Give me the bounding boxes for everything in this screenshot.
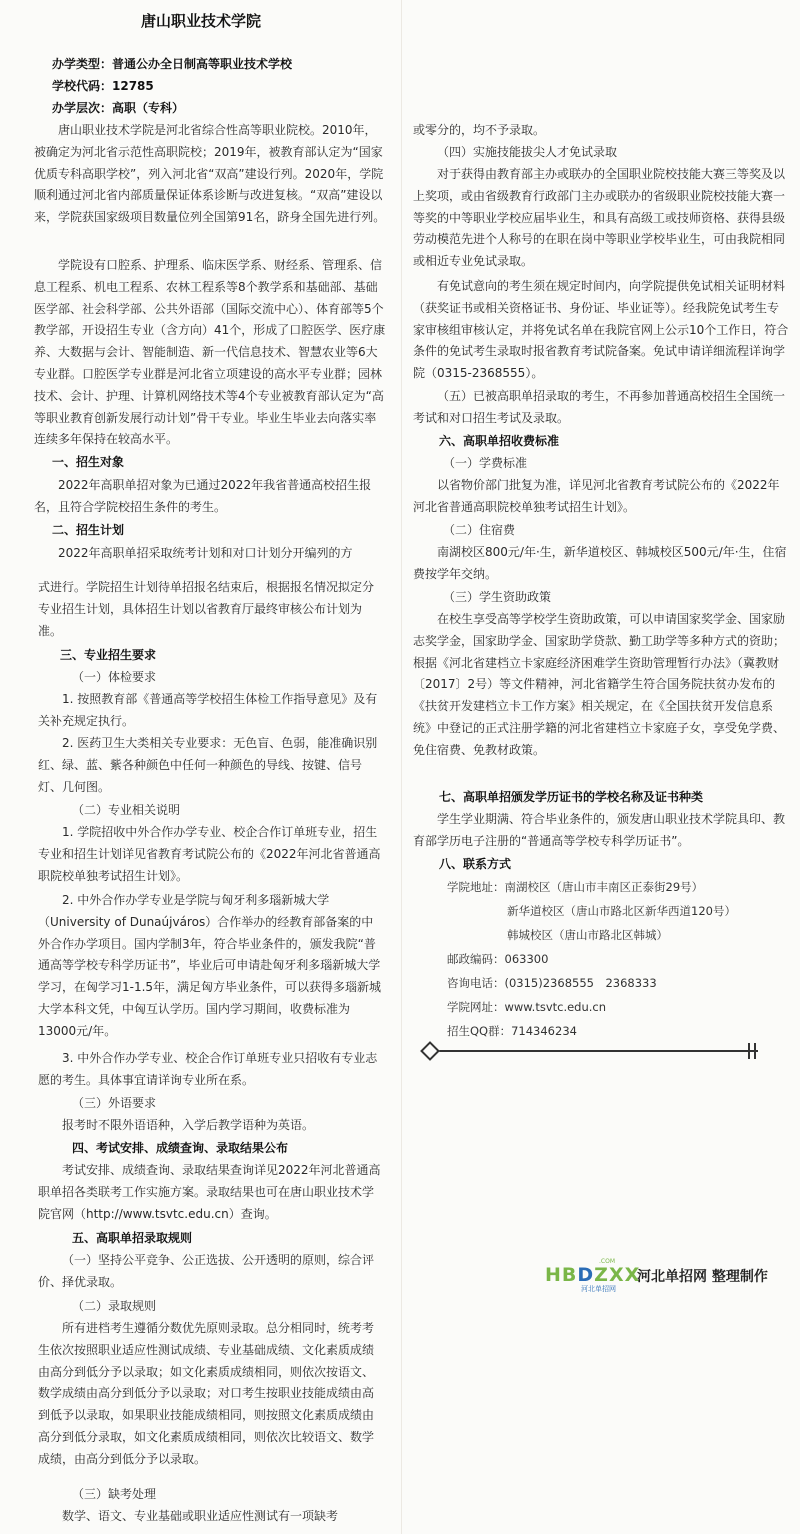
section-3-2-heading: （二）专业相关说明 bbox=[72, 803, 181, 817]
section-1-text: 2022年高职单招对象为已通过2022年我省普通高校招生报名，且符合学院校招生条件的考生。 bbox=[34, 478, 372, 514]
section-6-3-text: 在校生享受高等学校学生资助政策，可以申请国家奖学金、国家励志奖学金，国家助学金、国家助学贷款、勤工助学等多种方式的资助；根据《河北省建档立卡家庭经济困难学生资助管理暂行办法》（冀教财〔2017〕2号）等文件精神，河北省籍学生符合国务院扶贫办发布的《扶贫开发建档立卡工作方案》相关规定，在《全国扶贫开发信息系统》中登记的正式注册学籍的河北省建档立卡家庭子女，享受免学费、免住宿费、免教材政策。 bbox=[413, 612, 786, 757]
section-6-heading: 六、高职单招收费标准 bbox=[439, 434, 560, 448]
section-3-2-text-c: 3. 中外合作办学专业、校企合作订单班专业只招收有专业志愿的考生。具体事宜请详询专业所在系。 bbox=[38, 1051, 378, 1087]
section-7-text: 学生学业期满、符合毕业条件的，颁发唐山职业技术学院具印、教育部学历电子注册的“普通高等学校专科学历证书”。 bbox=[413, 812, 786, 848]
contact-zip: 邮政编码：063300 bbox=[447, 952, 549, 966]
section-5-heading: 五、高职单招录取规则 bbox=[72, 1231, 193, 1245]
section-5-2-heading: （二）录取规则 bbox=[72, 1299, 157, 1313]
section-6-1-text: 以省物价部门批复为准，详见河北省教育考试院公布的《2022年河北省普通高职院校单独考试招生计划》。 bbox=[413, 478, 780, 514]
end-rule bbox=[428, 1050, 758, 1052]
intro-paragraph-2: 学院设有口腔系、护理系、临床医学系、财经系、管理系、信息工程系、机电工程系、农林工程系等8个教学系和基础部、基础医学部、社会科学部、公共外语部（国际交流中心）、体育部等5个教学部，开设招生专业（含方向）41个，形成了口腔医学、医疗康养、大数据与会计、智能制造、新一代信息技术、智慧农业等6大专业群。口腔医学专业群是河北省立项建设的高水平专业群；园林技术、会计、护理、计算机网络技术等4个专业被教育部认定为“高等职业教育创新发展行动计划”骨干专业。毕业生毕业去向落实率连续多年保持在较高水平。 bbox=[34, 258, 386, 447]
section-8-heading: 八、联系方式 bbox=[439, 857, 512, 871]
end-bar-icon bbox=[748, 1043, 750, 1059]
section-2-text-b: 式进行。学院招生计划待单招报名结束后，根据报名情况拟定分专业招生计划，具体招生计划以省教育厅最终审核公布计划为准。 bbox=[38, 580, 375, 638]
school-code: 学校代码：12785 bbox=[52, 79, 154, 93]
section-5-3-heading: （三）缺考处理 bbox=[72, 1487, 157, 1501]
section-2-text-a: 2022年高职单招采取统考计划和对口计划分开编列的方 bbox=[58, 546, 353, 560]
end-bar-icon bbox=[754, 1043, 756, 1059]
section-3-1-text-a: 1. 按照教育部《普通高等学校招生体检工作指导意见》及有关补充规定执行。 bbox=[38, 692, 378, 728]
logo-mark: HBDZXX bbox=[545, 1264, 641, 1286]
section-5-5-text: （五）已被高职单招录取的考生，不再参加普通高校招生全国统一考试和对口招生考试及录取。 bbox=[413, 389, 786, 425]
section-1-heading: 一、招生对象 bbox=[52, 455, 125, 469]
watermark-logo: HBDZXX .COM 河北单招网 河北单招网 整理制作 bbox=[545, 1258, 768, 1293]
section-3-2-text-a: 1. 学院招收中外合作办学专业、校企合作订单班专业，招生专业和招生计划详见省教育考试院公布的《2022年河北省普通高职院校单独考试招生计划》。 bbox=[38, 825, 381, 883]
section-6-1-heading: （一）学费标准 bbox=[443, 456, 528, 470]
section-3-3-heading: （三）外语要求 bbox=[72, 1096, 157, 1110]
section-4-heading: 四、考试安排、成绩查询、录取结果公布 bbox=[72, 1141, 289, 1155]
section-6-2-text: 南湖校区800元/年·生，新华道校区、韩城校区500元/年·生，住宿费按学年交纳。 bbox=[413, 545, 787, 581]
section-5-3-text: 数学、语文、专业基础或职业适应性测试有一项缺考 bbox=[62, 1509, 339, 1523]
right-column bbox=[403, 0, 800, 1534]
section-3-1-heading: （一）体检要求 bbox=[72, 670, 157, 684]
section-4-text: 考试安排、成绩查询、录取结果查询详见2022年河北普通高职单招各类联考工作实施方案。录取结果也可在唐山职业技术学院官网（http://www.tsvtc.edu.cn）查询。 bbox=[38, 1163, 381, 1221]
page-title: 唐山职业技术学院 bbox=[140, 12, 261, 30]
section-3-3-text: 报考时不限外语语种，入学后教学语种为英语。 bbox=[62, 1118, 315, 1132]
section-2-heading: 二、招生计划 bbox=[52, 523, 125, 537]
school-level: 办学层次：高职（专科） bbox=[52, 101, 185, 115]
contact-website: 学院网址：www.tsvtc.edu.cn bbox=[447, 1000, 607, 1014]
contact-qq: 招生QQ群：714346234 bbox=[447, 1024, 577, 1038]
section-7-heading: 七、高职单招颁发学历证书的学校名称及证书种类 bbox=[439, 790, 704, 804]
section-5-2-text: 所有进档考生遵循分数优先原则录取。总分相同时，统考考生依次按照职业适应性测试成绩、专业基础成绩、文化素质成绩由高分到低分予以录取；如文化素质成绩相同，则依次按语文、数学成绩由高分到低分予以录取；对口考生按职业技能成绩由高到低予以录取，如果职业技能成绩相同，则按照文化素质成绩由高分到低分录取，如文化素质成绩相同，则依次比较语文、数学成绩，由高分到低分予以录取。 bbox=[38, 1321, 375, 1466]
section-6-2-heading: （二）住宿费 bbox=[443, 523, 516, 537]
section-5-4-text-a: 对于获得由教育部主办或联办的全国职业院校技能大赛三等奖及以上奖项，或由省级教育行政部门主办或联办的省级职业院校技能大赛一等奖的中等职业学校应届毕业生，和具有高级工或技师资格、获得县级劳动模范先进个人称号的在职在岗中等职业学校毕业生，可由我院相同或相近专业免试录取。 bbox=[413, 167, 786, 269]
contact-address-2: 新华道校区（唐山市路北区新华西道120号） bbox=[507, 904, 736, 918]
section-6-3-heading: （三）学生资助政策 bbox=[443, 590, 552, 604]
section-3-heading: 三、专业招生要求 bbox=[60, 648, 157, 662]
section-5-3-text-cont: 或零分的，均不予录取。 bbox=[413, 123, 546, 137]
contact-address-3: 韩城校区（唐山市路北区韩城） bbox=[507, 928, 668, 942]
contact-phone: 咨询电话：(0315)2368555 2368333 bbox=[447, 976, 657, 990]
section-5-4-heading: （四）实施技能拔尖人才免试录取 bbox=[437, 145, 618, 159]
section-5-1-text: （一）坚持公平竞争、公正选拔、公开透明的原则，综合评价、择优录取。 bbox=[38, 1253, 375, 1289]
section-3-1-text-b: 2. 医药卫生大类相关专业要求：无色盲、色弱，能准确识别红、绿、蓝、紫各种颜色中任何一种颜色的导线、按键、信号灯、几何图。 bbox=[38, 736, 378, 794]
section-5-4-text-b: 有免试意向的考生须在规定时间内，向学院提供免试相关证明材料（获奖证书或相关资格证书、身份证、毕业证等）。经我院免试考生专家审核组审核认定，并将免试名单在我院官网上公示10个工作日，符合条件的免试考生录取时报省教育考试院备案。免试申请详细流程详询学院（0315-2368555）。 bbox=[413, 279, 789, 381]
watermark-text: 河北单招网 整理制作 bbox=[637, 1269, 768, 1285]
section-3-2-text-b: 2. 中外合作办学专业是学院与匈牙利多瑙新城大学（University of Dunaújváros）合作举办的经教育部备案的中外合作办学项目。国内学制3年，符合毕业条件的，颁发我院“普通高等学校专科学历证书”，毕业后可申请赴匈牙利多瑙新城大学学习，在匈学习1-1.5年，满足匈方毕业条件，可以获得多瑙新城大学本科文凭，中匈互认学历。国内学习期间，收费标准为13000元/年。 bbox=[38, 893, 382, 1038]
contact-address-1: 学院地址：南湖校区（唐山市丰南区正泰街29号） bbox=[447, 880, 704, 894]
school-type: 办学类型：普通公办全日制高等职业技术学校 bbox=[52, 57, 293, 71]
intro-paragraph-1: 唐山职业技术学院是河北省综合性高等职业院校。2010年，被确定为河北省示范性高职院校；2019年，被教育部认定为“国家优质专科高职学校”，列入河北省“双高”建设行列。2020年，学院顺利通过河北省内部质量保证体系诊断与改进复核。“双高”建设以来，学院获国家级项目数量位列全国第91名，跻身全国先进行列。 bbox=[34, 123, 386, 225]
